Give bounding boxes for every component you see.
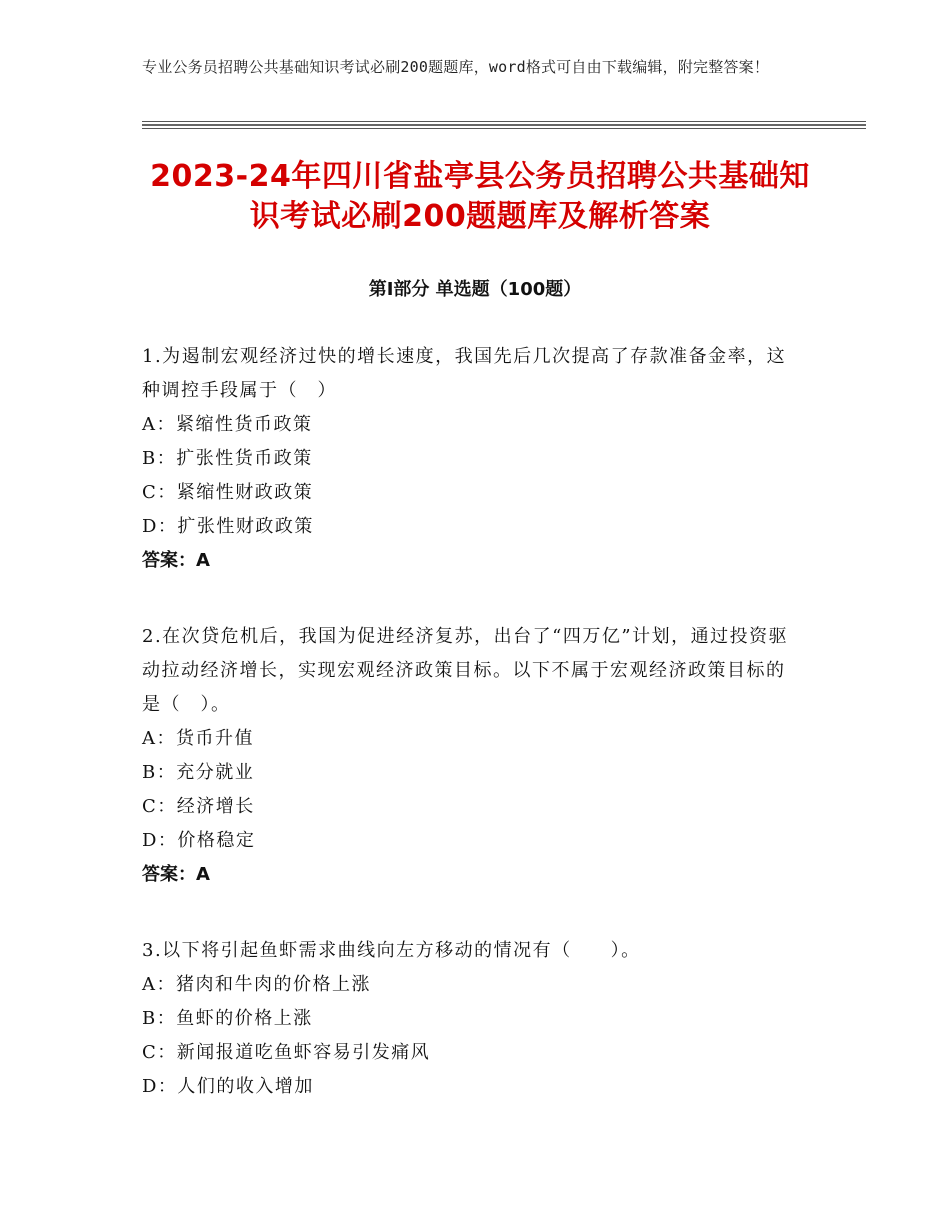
option-c: C：紧缩性财政政策 xyxy=(142,482,314,503)
answer: 答案：A xyxy=(142,550,210,571)
question-list xyxy=(142,340,802,1146)
option-b: B：充分就业 xyxy=(142,762,255,783)
header-divider-middle xyxy=(142,124,866,126)
question-2 xyxy=(142,620,802,892)
option-d: D：价格稳定 xyxy=(142,830,256,851)
option-c: C：新闻报道吃鱼虾容易引发痛风 xyxy=(142,1042,431,1063)
option-a: A：猪肉和牛肉的价格上涨 xyxy=(142,974,371,995)
header-divider-bottom xyxy=(142,128,866,129)
question-stem: 2.在次贷危机后，我国为促进经济复苏，出台了“四万亿”计划，通过投资驱动拉动经济增长，实现宏观经济政策目标。以下不属于宏观经济政策目标的是（ ）。 xyxy=(142,626,789,715)
question-stem: 3.以下将引起鱼虾需求曲线向左方移动的情况有（ ）。 xyxy=(142,940,641,961)
answer: 答案：A xyxy=(142,864,210,885)
question-stem: 1.为遏制宏观经济过快的增长速度，我国先后几次提高了存款准备金率，这种调控手段属于（ ） xyxy=(142,346,787,401)
header-divider-top xyxy=(142,121,866,122)
question-1 xyxy=(142,340,802,578)
option-b: B：鱼虾的价格上涨 xyxy=(142,1008,313,1029)
option-c: C：经济增长 xyxy=(142,796,255,817)
option-a: A：紧缩性货币政策 xyxy=(142,414,313,435)
option-b: B：扩张性货币政策 xyxy=(142,448,313,469)
header-note: 专业公务员招聘公共基础知识考试必刷200题题库，word格式可自由下载编辑，附完整答案！ xyxy=(142,58,770,76)
option-d: D：扩张性财政政策 xyxy=(142,516,314,537)
option-a: A：货币升值 xyxy=(142,728,254,749)
section-title: 第Ⅰ部分 单选题（100题） xyxy=(368,279,582,300)
option-d: D：人们的收入增加 xyxy=(142,1076,314,1097)
document-title: 2023-24年四川省盐亭县公务员招聘公共基础知识考试必刷200题题库及解析答案 xyxy=(150,159,810,234)
question-3 xyxy=(142,934,802,1104)
